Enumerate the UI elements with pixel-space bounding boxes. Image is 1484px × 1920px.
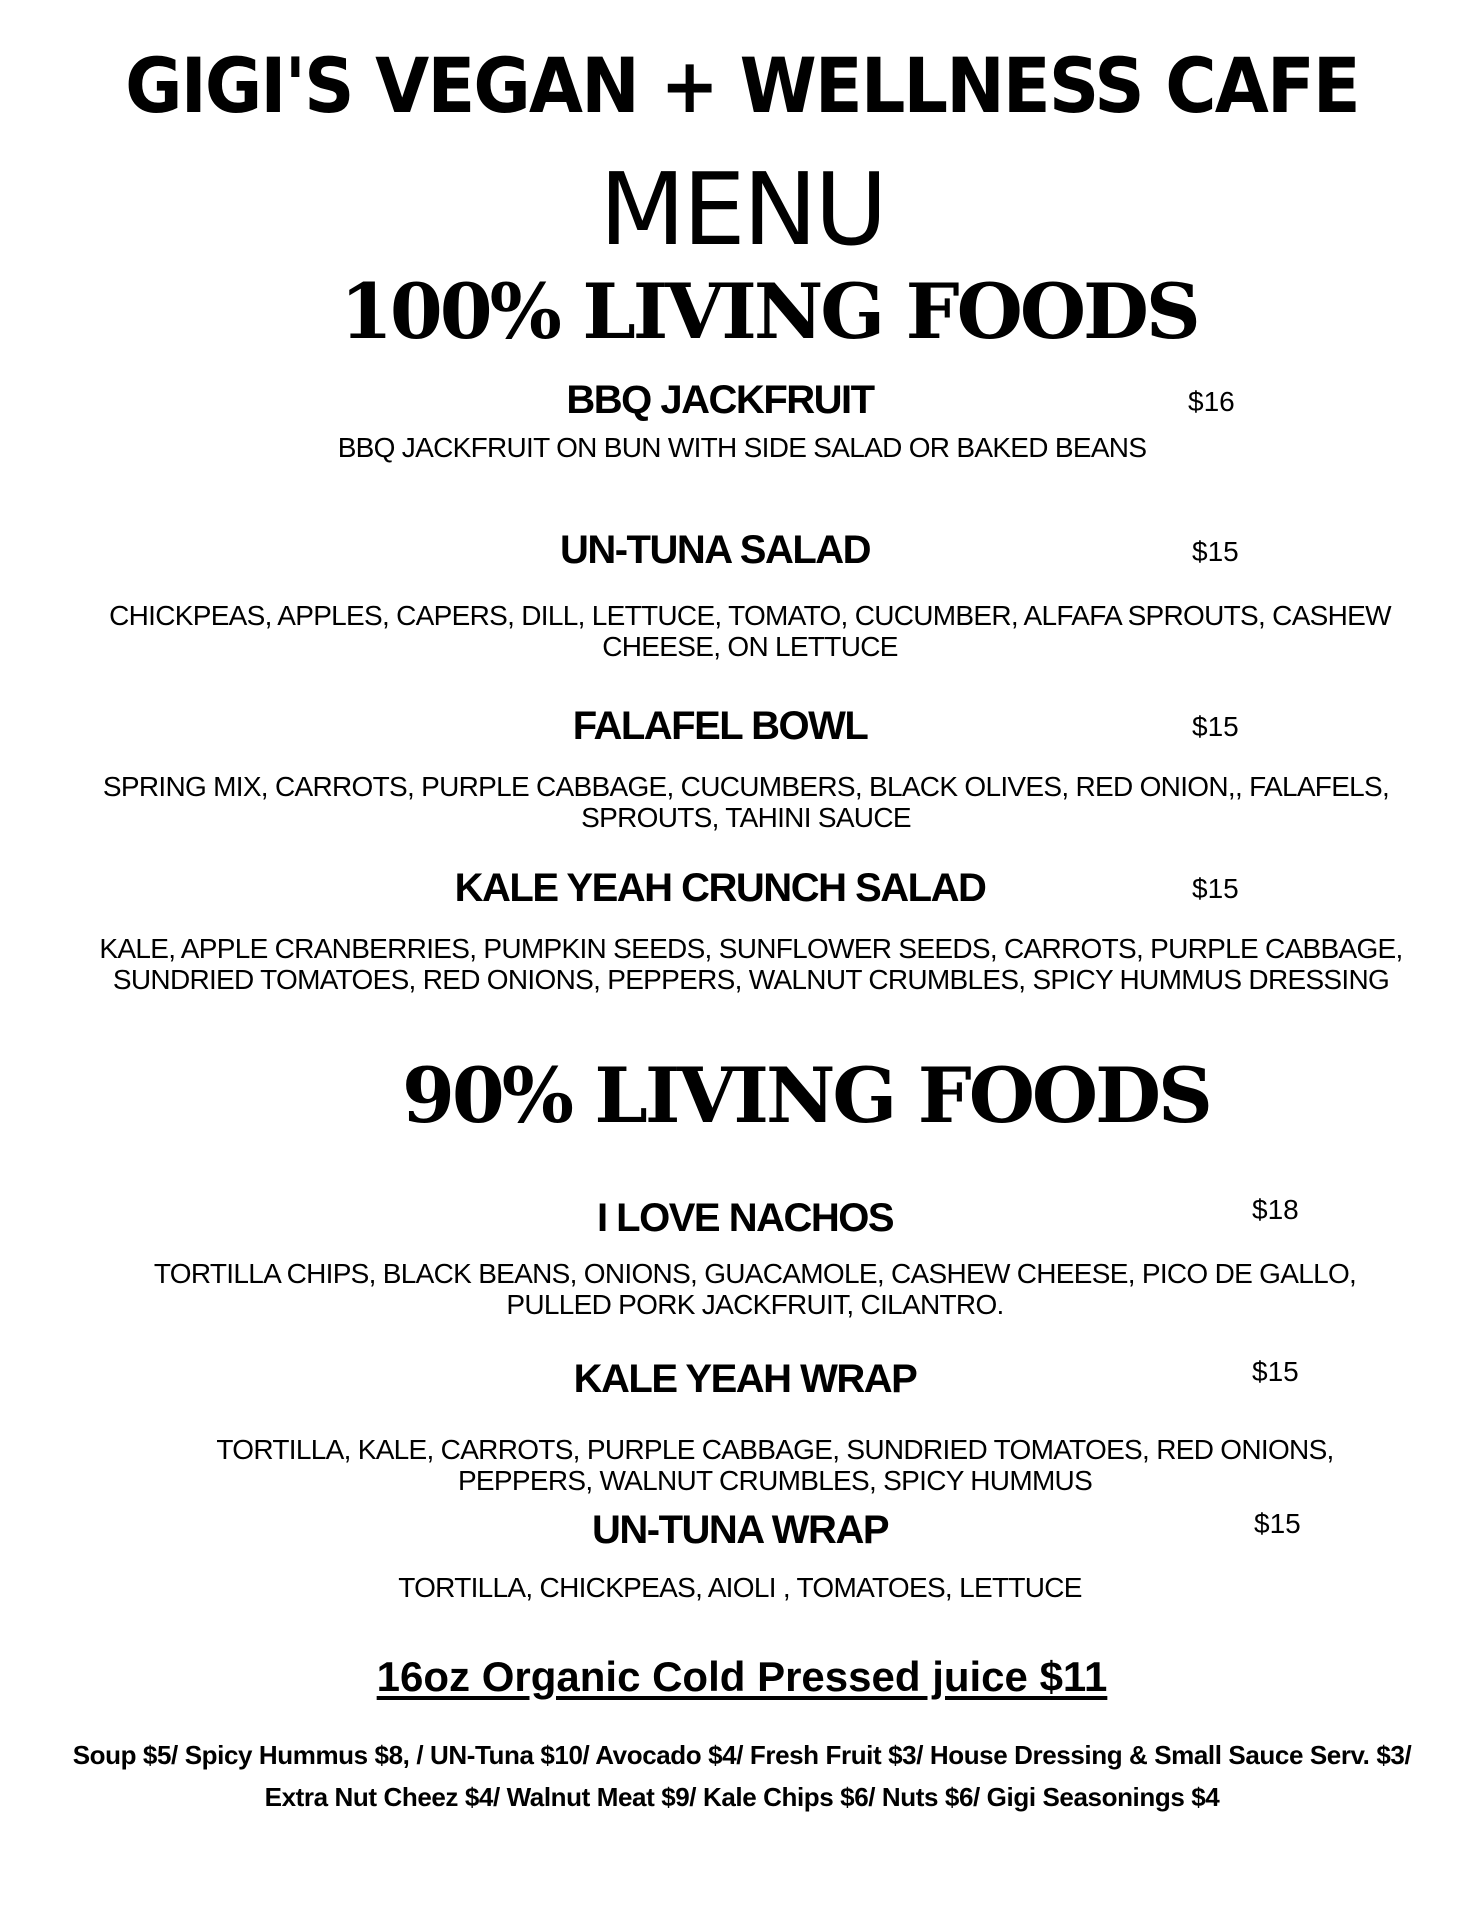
- menu-item-description: BBQ JACKFRUIT ON BUN WITH SIDE SALAD OR BAKED BEANS: [337, 432, 1147, 463]
- menu-item-price: $15: [1192, 711, 1239, 742]
- menu-item-price: $15: [1192, 536, 1239, 567]
- menu-item-name: KALE YEAH CRUNCH SALAD: [454, 866, 986, 910]
- menu-item-name: KALE YEAH WRAP: [573, 1357, 917, 1401]
- menu-item-description: CHICKPEAS, APPLES, CAPERS, DILL, LETTUCE, TOMATO, CUCUMBER, ALFAFA SPROUTS, CASHEW CHEESE, ON LETTUCE: [109, 600, 1391, 662]
- menu-item-description: KALE, APPLE CRANBERRIES, PUMPKIN SEEDS, SUNFLOWER SEEDS, CARROTS, PURPLE CABBAGE, SUNDRIED TOMATOES, RED ONIONS, PEPPERS, WALNUT CRUMBLES, SPICY HUMMUS DRESSING: [99, 933, 1403, 995]
- menu-item-price: $15: [1254, 1508, 1301, 1539]
- menu-item-description: TORTILLA, CHICKPEAS, AIOLI , TOMATOES, LETTUCE: [398, 1572, 1082, 1603]
- section-title-100-living-foods: 100% LIVING FOODS: [340, 267, 1198, 356]
- menu-item-description: TORTILLA CHIPS, BLACK BEANS, ONIONS, GUACAMOLE, CASHEW CHEESE, PICO DE GALLO, PULLED PORK JACKFRUIT, CILANTRO.: [153, 1258, 1357, 1320]
- section-title-90-living-foods: 90% LIVING FOODS: [402, 1051, 1210, 1140]
- menu-item-description: TORTILLA, KALE, CARROTS, PURPLE CABBAGE, SUNDRIED TOMATOES, RED ONIONS, PEPPERS, WALNUT CRUMBLES, SPICY HUMMUS: [216, 1434, 1334, 1496]
- menu-item-name: BBQ JACKFRUIT: [566, 378, 874, 422]
- menu-item-price: $18: [1252, 1194, 1299, 1225]
- menu-title: MENU: [599, 151, 885, 268]
- extras-list: Soup $5/ Spicy Hummus $8, / UN-Tuna $10/ Avocado $4/ Fresh Fruit $3/ House Dressing & Small Sauce Serv. $3/ Extra Nut Cheez $4/ Walnut Meat $9/ Kale Chips $6/ Nuts $6/ Gigi Seasonings $4: [72, 1740, 1412, 1812]
- menu-item-name: I LOVE NACHOS: [596, 1196, 894, 1240]
- juice-offer: 16oz Organic Cold Pressed juice $11: [376, 1653, 1108, 1700]
- menu-item-name: UN-TUNA SALAD: [559, 528, 871, 572]
- menu-item-price: $16: [1188, 386, 1235, 417]
- menu-item-price: $15: [1252, 1356, 1299, 1387]
- menu-item-name: UN-TUNA WRAP: [591, 1508, 889, 1552]
- cafe-name: GIGI'S VEGAN + WELLNESS CAFE: [125, 41, 1359, 130]
- menu-item-name: FALAFEL BOWL: [572, 704, 868, 748]
- menu-item-description: SPRING MIX, CARROTS, PURPLE CABBAGE, CUCUMBERS, BLACK OLIVES, RED ONION,, FALAFELS, SPROUTS, TAHINI SAUCE: [102, 771, 1390, 833]
- menu-item-price: $15: [1192, 873, 1239, 904]
